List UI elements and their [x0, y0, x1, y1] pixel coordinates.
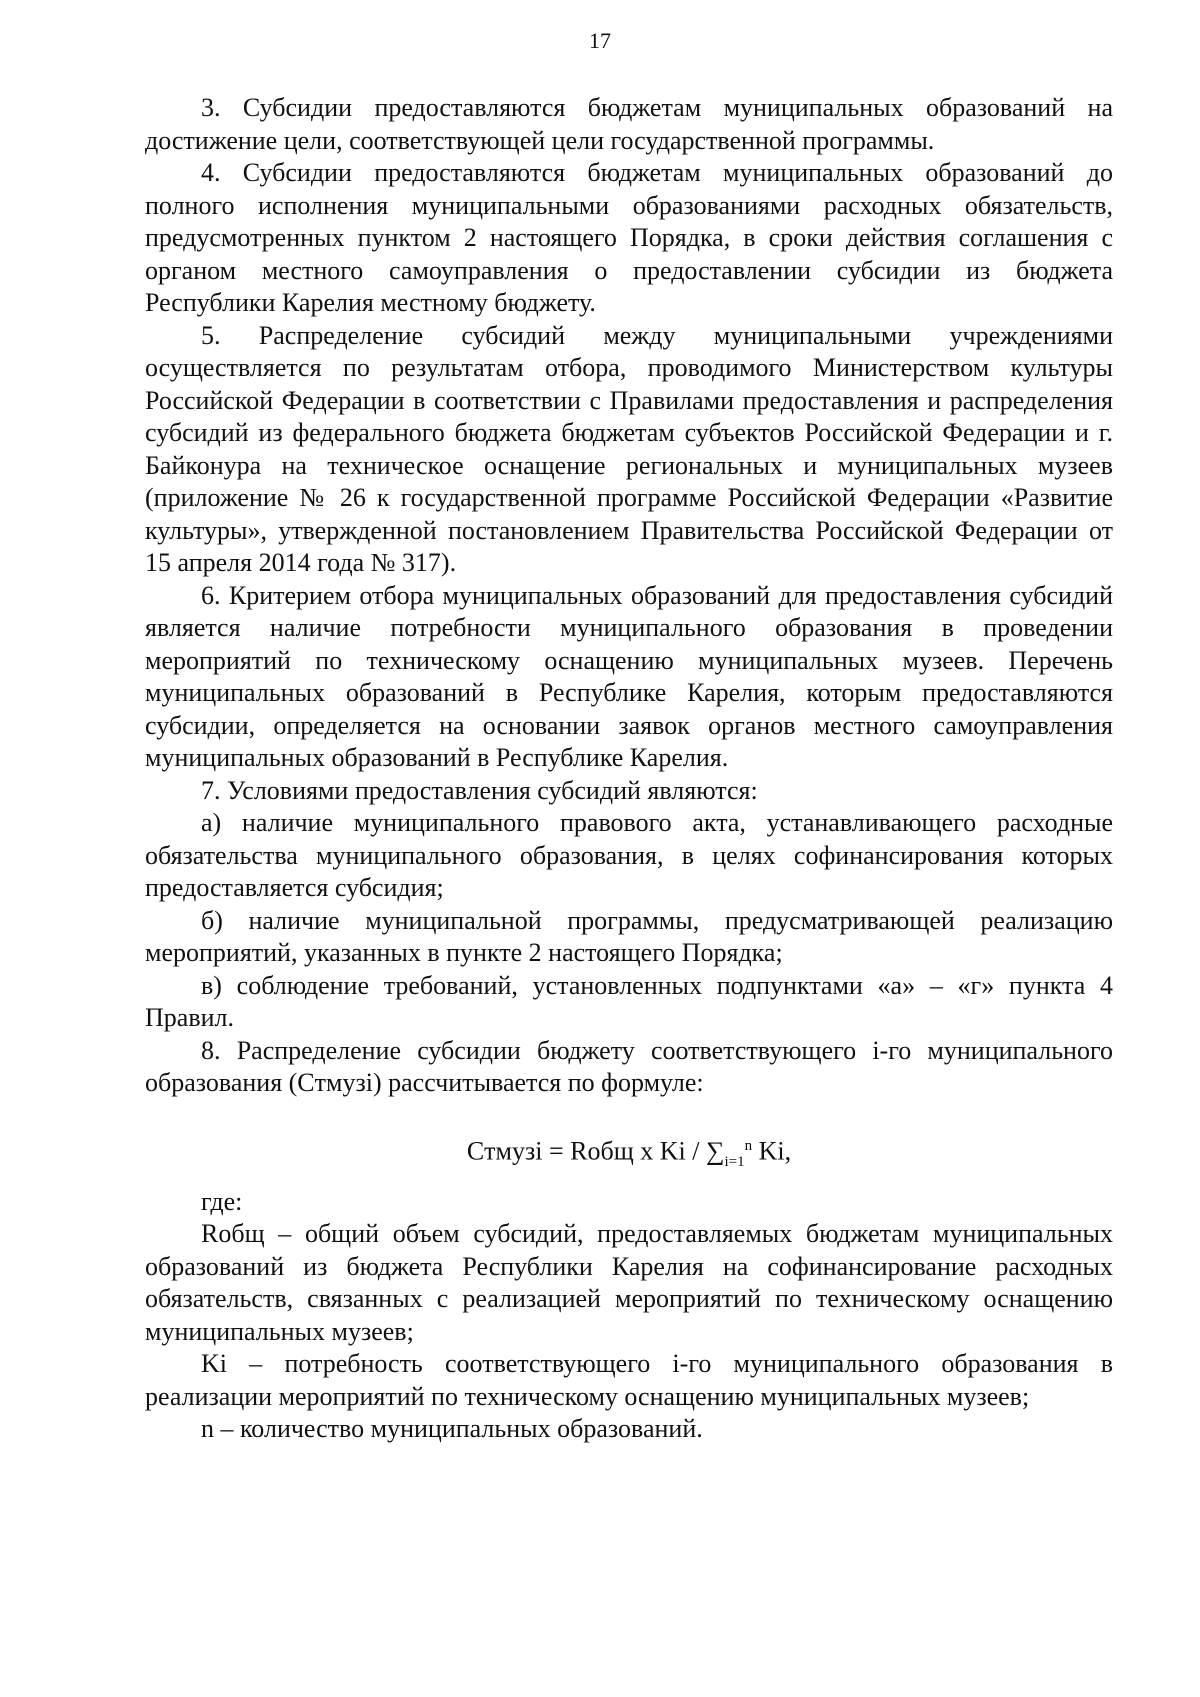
paragraph-7: 7. Условиями предоставления субсидий являются: [201, 775, 758, 805]
formula [145, 1130, 1113, 1178]
definition-robsch: Rобщ – общий объем субсидий, предоставляемых бюджетам муниципальных образований из бюджета Республики Карелия на софинансирование расходных обязательств, связанных с реализацией мероприятий по техническому оснащению муниципальных музеев; [145, 1219, 1113, 1346]
paragraph-5: 5. Распределение субсидий между муниципальными учреждениями осуществляется по результатам отбора, проводимого Министерством культуры Российской Федерации в соответствии с Правилами предоставления и распределения субсидий из федерального бюджета бюджетам субъектов Российской Федерации и г. Байконура на техническое оснащение региональных и муниципальных музеев (приложение № 26 к государственной программе Российской Федерации «Развитие культуры», утвержденной постановлением Правительства Российской Федерации от 15 апреля 2014 года № 317). [145, 320, 1113, 577]
document-body [145, 92, 1113, 1446]
formula-sub: i=1 [724, 1153, 745, 1170]
formula-sup: n [744, 1137, 753, 1154]
definition-where: где: [201, 1186, 243, 1216]
paragraph-3: 3. Субсидии предоставляются бюджетам муниципальных образований на достижение цели, соответствующей цели государственной программы. [145, 93, 1113, 155]
paragraph-6: 6. Критерием отбора муниципальных образований для предоставления субсидий является наличие потребности муниципального образования в проведении мероприятий по техническому оснащению муниципальных музеев. Перечень муниципальных образований в Республике Карелия, которым предоставляются субсидии, определяется на основании заявок органов местного самоуправления муниципальных образований в Республике Карелия. [145, 580, 1113, 772]
paragraph-4: 4. Субсидии предоставляются бюджетам муниципальных образований до полного исполнения муниципальными образованиями расходных обязательств, предусмотренных пунктом 2 настоящего Порядка, в сроки действия соглашения с органом местного самоуправления о предоставлении субсидии из бюджета Республики Карелия местному бюджету. [145, 158, 1113, 317]
paragraph-7v: в) соблюдение требований, установленных подпунктами «а» – «г» пункта 4 Правил. [145, 970, 1113, 1032]
definition-n: n – количество муниципальных образований. [201, 1414, 703, 1444]
definition-ki: Ki – потребность соответствующего i-го муниципального образования в реализации мероприятий по техническому оснащению муниципальных музеев; [145, 1349, 1113, 1411]
page-number: 17 [589, 28, 611, 53]
paragraph-7a: а) наличие муниципального правового акта, устанавливающего расходные обязательства муниципального образования, в целях софинансирования которых предоставляется субсидия; [145, 808, 1113, 902]
paragraph-7b: б) наличие муниципальной программы, предусматривающей реализацию мероприятий, указанных в пункте 2 настоящего Порядка; [145, 905, 1113, 967]
formula-left: Cтмузi = Rобщ x Ki / ∑ [466, 1136, 725, 1166]
paragraph-8: 8. Распределение субсидии бюджету соответствующего i-го муниципального образования (Cтмузi) рассчитывается по формуле: [145, 1035, 1113, 1097]
formula-right: Ki, [752, 1136, 792, 1166]
